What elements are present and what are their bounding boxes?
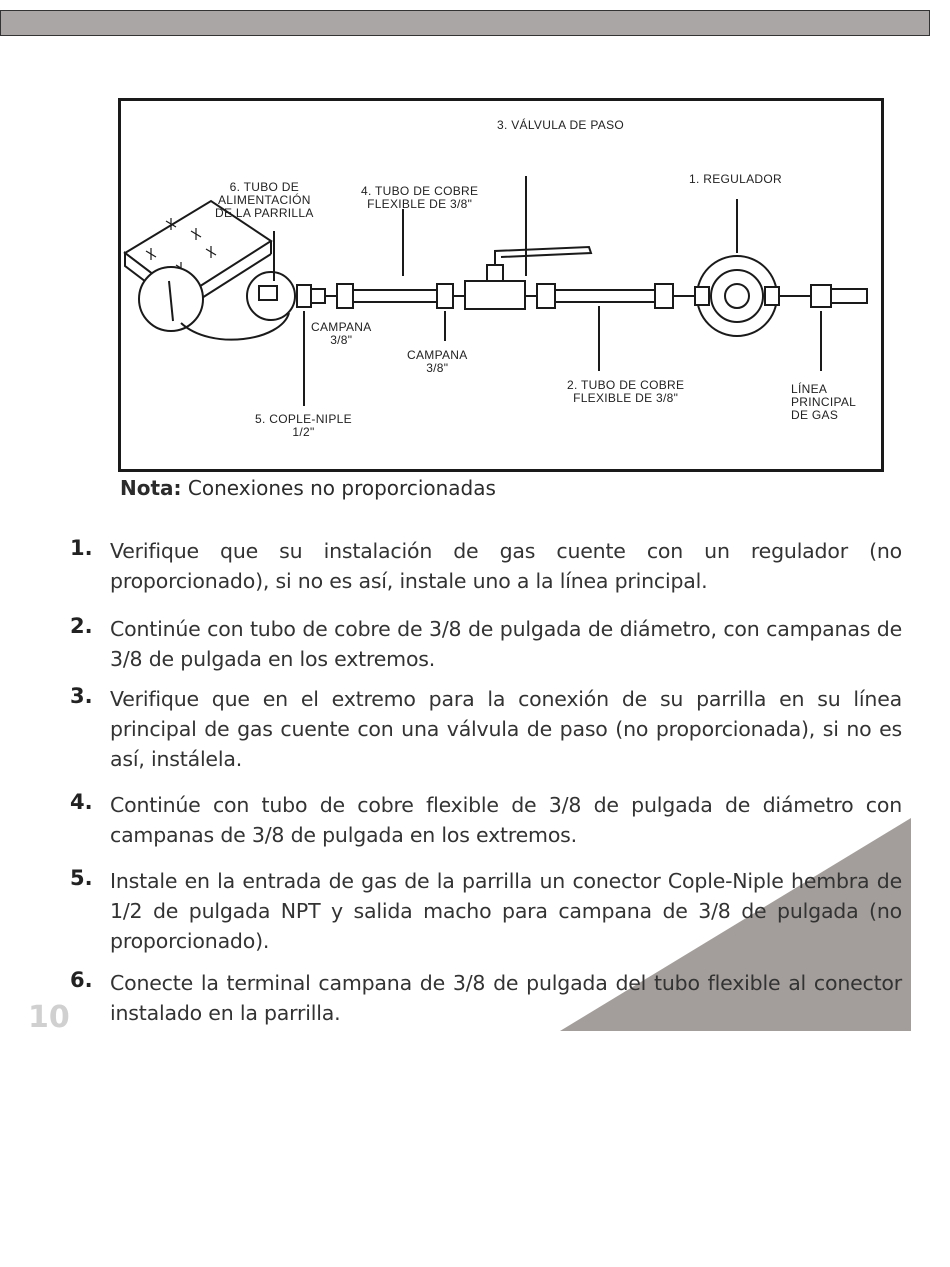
step-number: 2. [70,614,93,638]
coupling-nipple [297,285,311,307]
main-gas-line [831,289,867,303]
step-text: Instale en la entrada de gas de la parrilla un conector Cople-Niple hembra de 1/2 de pulgada NPT y salida macho para campana de 3/8 de pulgada (no proporcionado). [110,869,902,953]
label-regulator: 1. REGULADOR [689,172,782,186]
label-copper-tube-4: 4. TUBO DE COBRE FLEXIBLE DE 3/8" [361,184,479,211]
note-label: Nota: [120,476,182,500]
step-number: 4. [70,790,93,814]
label-bell-2: CAMPANA 3/8" [407,348,468,375]
step-text: Conecte la terminal campana de 3/8 de pulgada del tubo flexible al conector instalado en la parrilla. [110,971,902,1025]
label-coupling-nipple: 5. COPLE-NIPLE 1/2" [255,412,352,439]
copper-tube-4 [353,290,437,302]
label-valve: 3. VÁLVULA DE PASO [497,118,625,132]
step-number: 5. [70,866,93,890]
copper-tube-2 [555,290,655,302]
step-text: Continúe con tubo de cobre de 3/8 de pulgada de diámetro, con campanas de 3/8 de pulgada en los extremos. [110,617,902,671]
note-text: Conexiones no proporcionadas [181,476,496,500]
step-text: Verifique que su instalación de gas cuente con un regulador (no proporcionado), si no es así, instale uno a la línea principal. [110,539,902,593]
label-main-gas-line: LÍNEA PRINCIPAL DE GAS [791,382,857,422]
label-feed-tube: 6. TUBO DE ALIMENTACIÓN DE LA PARRILLA [215,180,314,220]
page-number: 10 [28,1000,70,1035]
step-text: Continúe con tubo de cobre flexible de 3/8 de pulgada de diámetro con campanas de 3/8 de pulgada en los extremos. [110,793,902,847]
note [120,476,496,500]
shutoff-valve [465,281,525,309]
step-number: 6. [70,968,93,992]
diagram-drawing [121,101,881,469]
step-number: 1. [70,536,93,560]
step-number: 3. [70,684,93,708]
step-text: Verifique que en el extremo para la conexión de su parrilla en su línea principal de gas cuente con una válvula de paso (no proporcionada), si no es así, instálela. [110,687,902,771]
label-bell-1: CAMPANA 3/8" [311,320,372,347]
label-copper-tube-2: 2. TUBO DE COBRE FLEXIBLE DE 3/8" [567,378,685,405]
gas-connection-diagram [118,98,884,472]
